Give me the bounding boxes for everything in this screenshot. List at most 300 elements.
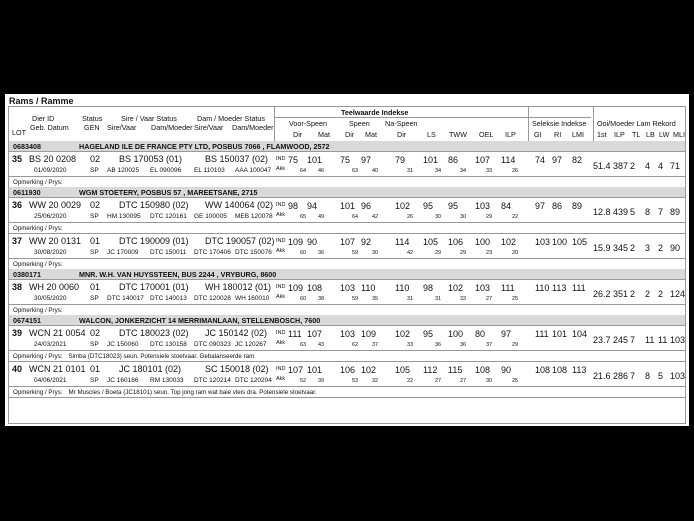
sire-status: BS 170053 (01) xyxy=(119,154,183,164)
ewe-record: 124 xyxy=(670,289,686,299)
akk-value: 38 xyxy=(318,296,325,302)
birth-date: 24/03/2021 xyxy=(34,341,67,348)
selection-index: 82 xyxy=(572,155,583,165)
selection-index: 86 xyxy=(552,201,563,211)
akk-value: 35 xyxy=(372,296,379,302)
ind-value: 114 xyxy=(395,237,410,247)
sire-dam: DTC 150011 xyxy=(150,249,187,256)
birth-date: 01/09/2020 xyxy=(34,167,67,174)
sire-dam: RM 130033 xyxy=(150,377,184,384)
row-divider xyxy=(9,361,685,362)
header-1st: 1st xyxy=(597,130,607,139)
akk-value: 27 xyxy=(435,378,442,384)
ewe-record: 2 xyxy=(658,289,664,299)
row-divider xyxy=(9,386,685,387)
animal-id: WH 20 0060 xyxy=(29,282,80,292)
header-dam-status: Dam / Moeder Status xyxy=(197,114,265,123)
header-mat-1: Mat xyxy=(318,130,330,139)
ind-value: 101 xyxy=(423,155,439,165)
akk-value: 29 xyxy=(435,250,442,256)
sire-status: JC 180101 (02) xyxy=(119,364,182,374)
owner-name: WALCON, JONKERZICHT 14 MERRIMANLAAN, STELLENBOSCH, 7600 xyxy=(79,316,321,325)
ewe-record: 2 xyxy=(630,161,636,171)
akk-value: 25 xyxy=(512,378,519,384)
header-dir-2: Dir xyxy=(345,130,355,139)
ind-value: 95 xyxy=(423,201,434,211)
divider xyxy=(274,107,275,141)
header-dier-id: Dier ID xyxy=(32,114,55,123)
ind-value: 97 xyxy=(501,329,512,339)
comment-label: Opmerking / Prys: xyxy=(13,389,63,396)
ind-value: 101 xyxy=(307,365,323,375)
ewe-record: 2 xyxy=(658,243,664,253)
divider xyxy=(274,117,591,118)
ewe-record: 5 xyxy=(658,371,664,381)
akk-value: 33 xyxy=(486,168,493,174)
akk-value: 64 xyxy=(352,214,359,220)
sire-sire: AB 120025 xyxy=(107,167,140,174)
comment-line xyxy=(13,307,69,314)
akk-value: 42 xyxy=(407,250,414,256)
ewe-record: 245 xyxy=(613,335,629,345)
comment-label: Opmerking / Prys: xyxy=(13,225,63,232)
akk-value: 31 xyxy=(407,296,414,302)
akk-value: 31 xyxy=(435,296,442,302)
ind-value: 101 xyxy=(307,155,323,165)
ind-value: 95 xyxy=(423,329,434,339)
ind-value: 102 xyxy=(361,365,377,375)
selection-index: 97 xyxy=(552,155,563,165)
ewe-record: 7 xyxy=(630,371,636,381)
divider xyxy=(593,107,594,141)
ind-label: IND xyxy=(276,156,286,162)
selection-index: 108 xyxy=(552,365,568,375)
ewe-record: 387 xyxy=(613,161,629,171)
animal-id: WW 20 0029 xyxy=(29,200,82,210)
akk-value: 27 xyxy=(460,378,467,384)
sire-dam: DTC 140013 xyxy=(150,295,187,302)
akk-value: 26 xyxy=(407,214,414,220)
sire-status: DTC 170001 (01) xyxy=(119,282,189,292)
ewe-record: 11 xyxy=(645,335,655,345)
sire-dam: EL 090096 xyxy=(150,167,182,174)
header-gi: GI xyxy=(534,130,542,139)
dam-dam: AAA 100047 xyxy=(235,167,272,174)
ind-value: 103 xyxy=(340,329,356,339)
akk-value: 65 xyxy=(300,214,307,220)
ind-value: 112 xyxy=(423,365,438,375)
ewe-record: 11 xyxy=(658,335,668,345)
lot-number: 38 xyxy=(12,282,23,292)
animal-id: BS 20 0208 xyxy=(29,154,77,164)
ewe-record: 2 xyxy=(645,289,651,299)
lot-number: 35 xyxy=(12,154,23,164)
akk-value: 33 xyxy=(407,342,414,348)
akk-value: 64 xyxy=(300,168,307,174)
row-divider xyxy=(9,258,685,259)
sire-sire: JC 170009 xyxy=(107,249,139,256)
akk-label: Akk xyxy=(276,340,286,346)
akk-value: 40 xyxy=(372,168,379,174)
akk-value: 32 xyxy=(372,378,379,384)
status: 02 xyxy=(90,328,101,338)
ewe-record: 351 xyxy=(613,289,629,299)
row-divider xyxy=(9,304,685,305)
ind-value: 90 xyxy=(307,237,318,247)
ewe-record: 90 xyxy=(670,243,681,253)
row-divider xyxy=(9,176,685,177)
dam-sire: DTC 120028 xyxy=(194,295,231,302)
sire-status: DTC 180023 (02) xyxy=(119,328,189,338)
ind-value: 107 xyxy=(307,329,323,339)
owner-name: MNR. W.H. VAN HUYSSTEEN, BUS 2244 , VRYBURG, 8600 xyxy=(79,270,277,279)
akk-value: 30 xyxy=(486,378,493,384)
divider xyxy=(528,107,529,141)
gen: SP xyxy=(90,341,99,348)
header-speen: Speen xyxy=(349,119,370,128)
ind-value: 101 xyxy=(340,201,356,211)
ind-value: 92 xyxy=(361,237,372,247)
akk-value: 60 xyxy=(300,296,307,302)
comment-text: Simba (DTC18023) seun. Potensiele stoetvaar. Gebalanseerde ram xyxy=(68,353,255,360)
akk-value: 31 xyxy=(407,168,414,174)
header-lmi: LMI xyxy=(572,130,584,139)
header-geb-datum: Geb. Datum xyxy=(30,123,69,132)
akk-label: Akk xyxy=(276,166,286,172)
gen: SP xyxy=(90,377,99,384)
header-dir-3: Dir xyxy=(397,130,407,139)
ewe-record: 5 xyxy=(630,207,636,217)
ind-value: 94 xyxy=(307,201,318,211)
ind-value: 102 xyxy=(395,201,411,211)
akk-value: 59 xyxy=(352,250,359,256)
ind-value: 108 xyxy=(475,365,491,375)
header-sire-vaar-2: Sire/Vaar xyxy=(194,123,224,132)
selection-index: 97 xyxy=(535,201,546,211)
akk-value: 37 xyxy=(486,342,493,348)
animal-id: WW 20 0131 xyxy=(29,236,82,246)
akk-value: 30 xyxy=(460,214,467,220)
selection-index: 101 xyxy=(552,329,568,339)
ind-value: 115 xyxy=(448,365,463,375)
akk-value: 22 xyxy=(407,378,414,384)
header-status: Status xyxy=(82,114,103,123)
akk-value: 37 xyxy=(372,342,379,348)
ind-value: 79 xyxy=(395,155,406,165)
ind-value: 100 xyxy=(448,329,464,339)
owner-id: 0380171 xyxy=(13,270,41,279)
akk-value: 42 xyxy=(372,214,379,220)
owner-id: 0611930 xyxy=(13,188,41,197)
status: 01 xyxy=(90,236,101,246)
ewe-record: 23.7 xyxy=(593,335,611,345)
akk-value: 36 xyxy=(460,342,467,348)
ind-label: IND xyxy=(276,202,286,208)
birth-date: 30/05/2020 xyxy=(34,295,67,302)
dam-status: WH 180012 (01) xyxy=(205,282,272,292)
akk-value: 43 xyxy=(318,342,325,348)
selection-index: 111 xyxy=(535,329,549,339)
lot-number: 39 xyxy=(12,328,23,338)
akk-value: 39 xyxy=(318,378,325,384)
ind-value: 109 xyxy=(288,283,304,293)
ind-value: 109 xyxy=(361,329,377,339)
header-ls: LS xyxy=(427,130,436,139)
ind-value: 86 xyxy=(448,155,459,165)
akk-value: 29 xyxy=(486,214,493,220)
ind-value: 98 xyxy=(288,201,299,211)
ewe-record: 71 xyxy=(670,161,681,171)
owner-name: WGM STOETERY, POSBUS 57 , MAREETSANE, 2715 xyxy=(79,188,258,197)
ind-value: 102 xyxy=(501,237,517,247)
akk-value: 63 xyxy=(352,168,359,174)
owner-id: 0674151 xyxy=(13,316,41,325)
ind-value: 103 xyxy=(475,283,491,293)
selection-index: 113 xyxy=(552,283,567,293)
comment-label: Opmerking / Prys: xyxy=(13,307,63,314)
header-ri: RI xyxy=(554,130,562,139)
akk-value: 26 xyxy=(512,168,519,174)
selection-index: 89 xyxy=(572,201,583,211)
header-ilp-2: ILP xyxy=(614,130,625,139)
ind-value: 80 xyxy=(475,329,486,339)
dam-sire: DTC 090323 xyxy=(194,341,231,348)
akk-value: 29 xyxy=(460,250,467,256)
header-ilp: ILP xyxy=(505,130,516,139)
ewe-record: 51.4 xyxy=(593,161,611,171)
ewe-record: 89 xyxy=(670,207,681,217)
ind-value: 110 xyxy=(395,283,410,293)
sire-status: DTC 190009 (01) xyxy=(119,236,189,246)
ind-value: 98 xyxy=(423,283,434,293)
ind-value: 111 xyxy=(288,329,302,339)
ind-value: 110 xyxy=(361,283,376,293)
ind-label: IND xyxy=(276,284,286,290)
ind-value: 102 xyxy=(395,329,411,339)
row-divider xyxy=(9,197,685,198)
dam-sire: GE 100005 xyxy=(194,213,227,220)
animal-id: WCN 21 0101 xyxy=(29,364,86,374)
header-lw: LW xyxy=(659,130,670,139)
akk-value: 25 xyxy=(512,296,519,302)
row-divider xyxy=(9,325,685,326)
ind-value: 84 xyxy=(501,201,512,211)
row-divider xyxy=(9,397,685,398)
akk-label: Akk xyxy=(276,294,286,300)
akk-value: 49 xyxy=(318,214,325,220)
gen: SP xyxy=(90,295,99,302)
selection-index: 104 xyxy=(572,329,588,339)
akk-value: 30 xyxy=(372,250,379,256)
owner-name: HAGELAND ILE DE FRANCE PTY LTD, POSBUS 7066 , FLAMWOOD, 2572 xyxy=(79,142,330,151)
comment-line xyxy=(13,353,254,360)
selection-index: 74 xyxy=(535,155,546,165)
header-sire-vaar: Sire/Vaar xyxy=(107,123,137,132)
akk-value: 53 xyxy=(352,378,359,384)
akk-value: 20 xyxy=(512,250,519,256)
akk-value: 36 xyxy=(318,250,325,256)
akk-value: 34 xyxy=(435,168,442,174)
ind-value: 75 xyxy=(340,155,351,165)
lot-number: 36 xyxy=(12,200,23,210)
header-tww: TWW xyxy=(449,130,467,139)
selection-index: 100 xyxy=(552,237,568,247)
status: 01 xyxy=(90,282,101,292)
header-gen: GEN xyxy=(84,123,100,132)
akk-value: 30 xyxy=(435,214,442,220)
akk-label: Akk xyxy=(276,248,286,254)
ind-value: 106 xyxy=(448,237,464,247)
comment-line xyxy=(13,225,69,232)
dam-status: BS 150037 (02) xyxy=(205,154,269,164)
ind-value: 90 xyxy=(501,365,512,375)
akk-value: 59 xyxy=(352,296,359,302)
comment-line xyxy=(13,179,69,186)
row-divider xyxy=(9,279,685,280)
ind-label: IND xyxy=(276,330,286,336)
birth-date: 30/08/2020 xyxy=(34,249,67,256)
sire-sire: HM 130095 xyxy=(107,213,141,220)
ewe-record: 345 xyxy=(613,243,629,253)
dam-status: SC 150018 (02) xyxy=(205,364,269,374)
row-divider xyxy=(9,233,685,234)
rams-table xyxy=(8,106,686,424)
gen: SP xyxy=(90,213,99,220)
ind-value: 97 xyxy=(361,155,372,165)
gen: SP xyxy=(90,167,99,174)
akk-value: 52 xyxy=(300,378,307,384)
dam-status: JC 150142 (02) xyxy=(205,328,268,338)
selection-index: 110 xyxy=(535,283,550,293)
row-divider xyxy=(9,350,685,351)
lot-number: 40 xyxy=(12,364,23,374)
dam-dam: WH 160010 xyxy=(235,295,270,302)
comment-line xyxy=(13,389,317,396)
sire-dam: DTC 120161 xyxy=(150,213,187,220)
comment-label: Opmerking / Prys: xyxy=(13,179,63,186)
page-title: Rams / Ramme xyxy=(9,96,74,106)
header-mat-2: Mat xyxy=(365,130,377,139)
ewe-record: 8 xyxy=(645,371,651,381)
akk-value: 23 xyxy=(486,250,493,256)
header-dam-moeder: Dam/Moeder xyxy=(151,123,193,132)
header-sire-status: Sire / Vaar Status xyxy=(121,114,177,123)
akk-value: 36 xyxy=(435,342,442,348)
ewe-record: 4 xyxy=(658,161,664,171)
ewe-record: 12.8 xyxy=(593,207,611,217)
ind-value: 75 xyxy=(288,155,299,165)
header-oel: OEL xyxy=(479,130,494,139)
ewe-record: 8 xyxy=(645,207,651,217)
selection-index: 108 xyxy=(535,365,551,375)
akk-label: Akk xyxy=(276,212,286,218)
ewe-record: 4 xyxy=(645,161,651,171)
akk-value: 27 xyxy=(486,296,493,302)
ewe-record: 2 xyxy=(630,243,636,253)
sire-sire: DTC 140017 xyxy=(107,295,144,302)
header-ooi-moeder: Ooi/Moeder Lam Rekord xyxy=(597,119,676,128)
ind-value: 114 xyxy=(501,155,516,165)
dam-status: WW 140064 (02) xyxy=(205,200,274,210)
ewe-record: 26.2 xyxy=(593,289,611,299)
ewe-record: 7 xyxy=(630,335,636,345)
akk-value: 46 xyxy=(318,168,325,174)
dam-dam: JC 120267 xyxy=(235,341,267,348)
dam-sire: DTC 170406 xyxy=(194,249,231,256)
ind-value: 100 xyxy=(475,237,491,247)
dam-dam: DTC 120204 xyxy=(235,377,272,384)
ind-value: 103 xyxy=(475,201,491,211)
ind-label: IND xyxy=(276,366,286,372)
ewe-record: 2 xyxy=(630,289,636,299)
ind-value: 96 xyxy=(361,201,372,211)
akk-label: Akk xyxy=(276,376,286,382)
header-dam-moeder-2: Dam/Moeder xyxy=(232,123,274,132)
akk-value: 22 xyxy=(512,214,519,220)
sire-sire: JC 150060 xyxy=(107,341,139,348)
ewe-record: 15.9 xyxy=(593,243,611,253)
header-dir-1: Dir xyxy=(293,130,303,139)
akk-value: 60 xyxy=(300,250,307,256)
ind-value: 103 xyxy=(340,283,356,293)
dam-status: DTC 190057 (02) xyxy=(205,236,275,246)
sire-status: DTC 150980 (02) xyxy=(119,200,189,210)
ind-label: IND xyxy=(276,238,286,244)
comment-line xyxy=(13,261,69,268)
header-lb: LB xyxy=(646,130,655,139)
header-teelwaarde: Teelwaarde Indekse xyxy=(341,108,409,117)
akk-value: 33 xyxy=(460,296,467,302)
animal-id: WCN 21 0054 xyxy=(29,328,86,338)
ewe-record: 21.6 xyxy=(593,371,611,381)
header-tl: TL xyxy=(632,130,641,139)
ind-value: 105 xyxy=(395,365,411,375)
ewe-record: 103 xyxy=(670,371,686,381)
owner-id: 0683408 xyxy=(13,142,41,151)
status: 02 xyxy=(90,200,101,210)
ind-value: 106 xyxy=(340,365,356,375)
selection-index: 103 xyxy=(535,237,551,247)
comment-label: Opmerking / Prys: xyxy=(13,353,63,360)
dam-sire: DTC 120214 xyxy=(194,377,231,384)
header-seleksie: Seleksie Indekse xyxy=(532,119,587,128)
akk-value: 63 xyxy=(300,342,307,348)
ind-value: 95 xyxy=(448,201,459,211)
akk-value: 29 xyxy=(512,342,519,348)
ind-value: 107 xyxy=(288,365,304,375)
akk-value: 62 xyxy=(352,342,359,348)
header-voor-speen: Voor-Speen xyxy=(289,119,327,128)
row-divider xyxy=(9,151,685,152)
ind-value: 102 xyxy=(448,283,464,293)
birth-date: 04/06/2021 xyxy=(34,377,67,384)
header-na-speen: Na-Speen xyxy=(385,119,418,128)
birth-date: 25/06/2020 xyxy=(34,213,67,220)
sire-dam: DTC 130158 xyxy=(150,341,187,348)
ind-value: 107 xyxy=(475,155,491,165)
ind-value: 108 xyxy=(307,283,323,293)
gen: SP xyxy=(90,249,99,256)
ewe-record: 103 xyxy=(670,335,686,345)
dam-sire: EL 110103 xyxy=(194,167,225,174)
comment-label: Opmerking / Prys: xyxy=(13,261,63,268)
status: 02 xyxy=(90,154,101,164)
lot-number: 37 xyxy=(12,236,23,246)
dam-dam: DTC 150076 xyxy=(235,249,272,256)
akk-value: 34 xyxy=(460,168,467,174)
ind-value: 109 xyxy=(288,237,304,247)
ind-value: 111 xyxy=(501,283,515,293)
